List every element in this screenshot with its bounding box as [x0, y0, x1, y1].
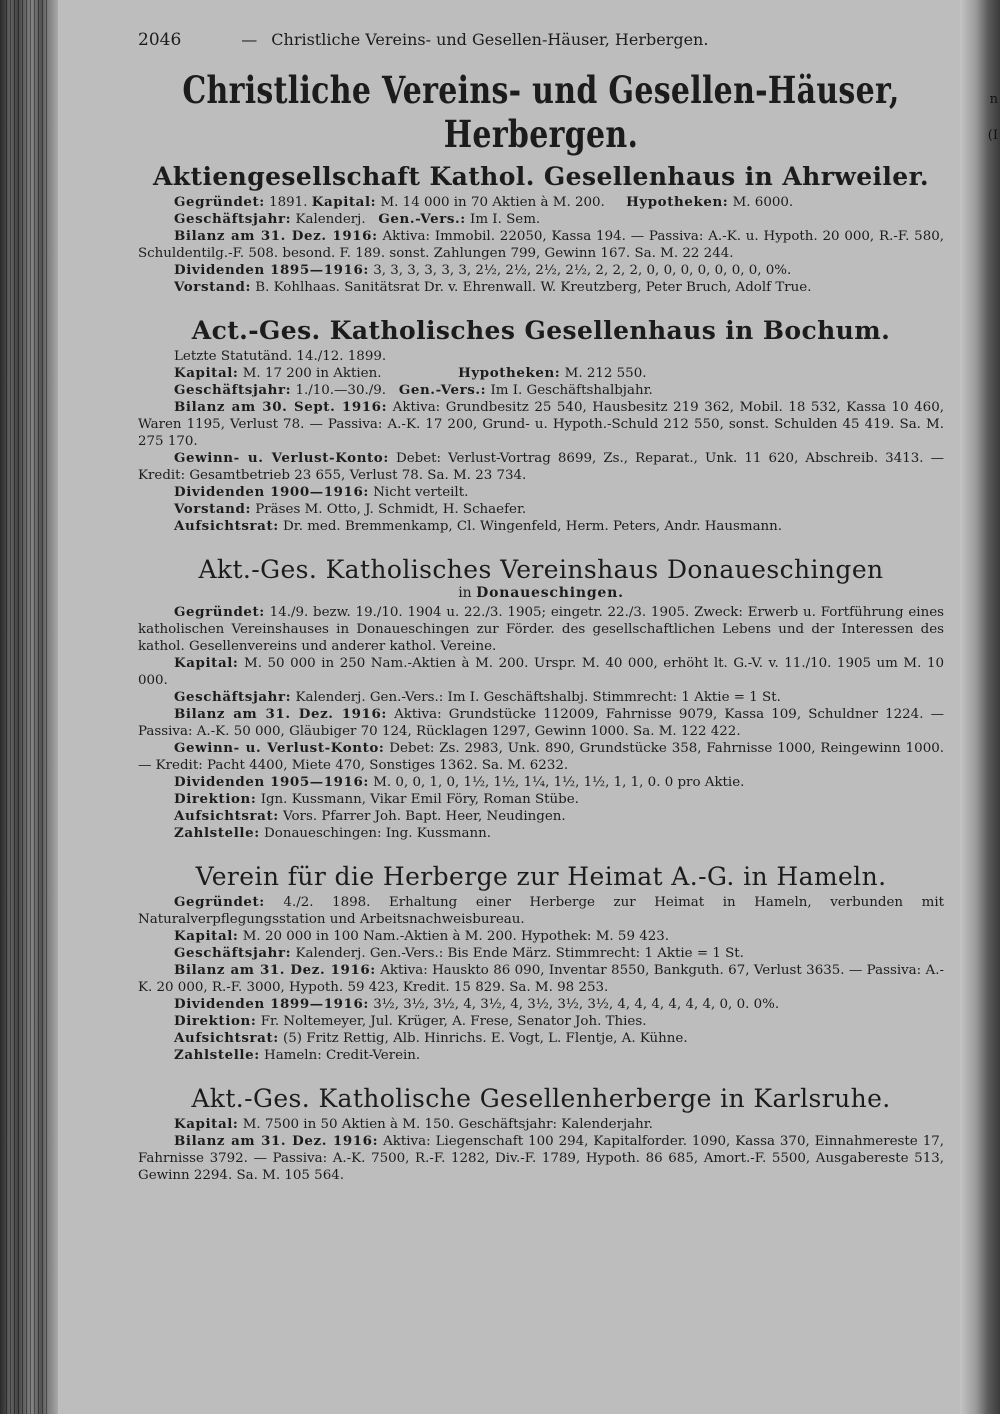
field-label: Geschäftsjahr:: [174, 211, 292, 227]
field-text: M. 50 000 in 250 Nam.-Aktien à M. 200. Urspr. M. 40 000, erhöht lt. G.-V. v. 11./10. 1905 um M. 10 000.: [138, 656, 944, 688]
spacer: [138, 535, 944, 549]
book-binding-edge: [0, 0, 58, 1414]
field-text: 3, 3, 3, 3, 3, 3, 2½, 2½, 2½, 2½, 2, 2, 2, 0, 0, 0, 0, 0, 0, 0, 0%.: [368, 263, 792, 278]
main-title: Christliche Vereins- und Gesellen-Häuser, Herbergen.: [182, 69, 900, 157]
field-text: B. Kohlhaas. Sanitätsrat Dr. v. Ehrenwall. W. Kreutzberg, Peter Bruch, Adolf True.: [251, 280, 812, 295]
field-text: M. 20 000 in 100 Nam.-Aktien à M. 200. Hypothek: M. 59 423.: [238, 929, 670, 944]
spacer: [138, 842, 944, 856]
section-title-karlsruhe: Akt.-Ges. Katholische Gesellenherberge in Karlsruhe.: [191, 1084, 891, 1113]
paragraph: [138, 450, 944, 484]
spacer: [138, 296, 944, 310]
paragraph: [138, 382, 944, 399]
field-label: Zahlstelle:: [174, 1047, 260, 1063]
paragraph: [138, 1133, 944, 1184]
section-title-hameln: Verein für die Herberge zur Heimat A.-G. in Hameln.: [195, 862, 887, 891]
margin-fragment: (I: [987, 128, 998, 143]
field-label: Vorstand:: [174, 279, 251, 295]
paragraph: Letzte Statutänd. 14./12. 1899.: [174, 349, 387, 364]
field-label: Aufsichtsrat:: [174, 808, 279, 824]
field-label: Gen.-Vers.:: [378, 211, 466, 227]
paragraph: [138, 825, 944, 842]
field-text: Im I. Geschäftshalbjahr.: [486, 383, 653, 398]
field-text: Kalenderj.: [291, 212, 366, 227]
paragraph: [138, 996, 944, 1013]
field-text: Aktiva: Immobil. 22050, Kassa 194. — Passiva: A.-K. u. Hypoth. 20 000, R.-F. 580, Schuldentilg.-F. 508. besond. F. 189. sonst. Zahlungen 799, Gewinn 167. Sa. M. 22 244.: [138, 229, 944, 261]
spacer: [138, 1064, 944, 1078]
paragraph: [138, 518, 944, 535]
field-text: Dr. med. Bremmenkamp, Cl. Wingenfeld, Herm. Peters, Andr. Hausmann.: [278, 519, 783, 534]
field-label: Gewinn- u. Verlust-Konto:: [174, 740, 385, 756]
paragraph: [138, 484, 944, 501]
field-text: M. 14 000 in 70 Aktien à M. 200.: [376, 195, 605, 210]
paragraph: [138, 228, 944, 262]
field-label: Zahlstelle:: [174, 825, 260, 841]
section-title-bochum: Act.-Ges. Katholisches Gesellenhaus in Bochum.: [191, 316, 891, 345]
subtitle-place: Donaueschingen.: [476, 585, 624, 601]
field-text: M. 212 550.: [560, 366, 647, 381]
section-subtitle: [138, 585, 944, 601]
paragraph: [138, 962, 944, 996]
field-label: Hypotheken:: [626, 194, 729, 210]
field-text: Debet: Zs. 2983, Unk. 890, Grundstücke 358, Fahrnisse 1000, Reingewinn 1000. — Kredit: Pacht 4400, Miete 470, Sonstiges 1362. Sa. M. 6232.: [138, 741, 944, 773]
field-text: Hameln: Credit-Verein.: [259, 1048, 421, 1063]
paragraph: [138, 945, 944, 962]
field-label: Kapital:: [174, 928, 239, 944]
field-label: Gewinn- u. Verlust-Konto:: [174, 450, 389, 466]
paragraph: [138, 706, 944, 740]
field-text: Aktiva: Grundbesitz 25 540, Hausbesitz 219 362, Mobil. 18 532, Kassa 10 460, Waren 1195, Verlust 78. — Passiva: A.-K. 17 200, Grund- u. Hypoth.-Schuld 212 550, sonst. Schulden 45 419. Sa. M. 275 170.: [138, 400, 944, 449]
field-label: Kapital:: [311, 194, 377, 210]
paragraph: [138, 501, 944, 518]
paragraph: [138, 399, 944, 450]
paragraph: [138, 774, 944, 791]
field-text: Aktiva: Liegenschaft 100 294, Kapitalforder. 1090, Kassa 370, Einnahmereste 17, Fahrnisse 3792. — Passiva: A.-K. 7500, R.-F. 1282, Div.-F. 1789, Hypoth. 86 685, Amort.-F. 5500, Ausgabereste 513, Gewinn 2294. Sa. M. 105 564.: [138, 1134, 944, 1183]
field-text: Im I. Sem.: [465, 212, 541, 227]
document-page: [138, 30, 944, 1184]
paragraph: [138, 1116, 944, 1133]
field-label: Kapital:: [174, 655, 239, 671]
field-text: (5) Fritz Rettig, Alb. Hinrichs. E. Vogt, L. Flentje, A. Kühne.: [278, 1031, 688, 1046]
field-label: Dividenden 1899—1916:: [174, 996, 369, 1012]
field-text: Vors. Pfarrer Joh. Bapt. Heer, Neudingen.: [278, 809, 566, 824]
field-label: Kapital:: [174, 1116, 239, 1132]
running-header: [138, 30, 944, 54]
field-label: Gen.-Vers.:: [398, 382, 487, 398]
field-text: M. 6000.: [728, 195, 794, 210]
paragraph: [138, 211, 944, 228]
field-label: Aufsichtsrat:: [174, 518, 279, 534]
paragraph: [138, 791, 944, 808]
paragraph: [138, 1030, 944, 1047]
field-text: Kalenderj. Gen.-Vers.: Bis Ende März. Stimmrecht: 1 Aktie = 1 St.: [291, 946, 744, 961]
field-label: Dividenden 1895—1916:: [174, 262, 369, 278]
paragraph: [138, 262, 944, 279]
field-text: Kalenderj. Gen.-Vers.: Im I. Geschäftshalbj. Stimmrecht: 1 Aktie = 1 St.: [291, 690, 781, 705]
field-label: Dividenden 1900—1916:: [174, 484, 369, 500]
field-text: Nicht verteilt.: [368, 485, 469, 500]
field-text: Fr. Noltemeyer, Jul. Krüger, A. Frese, Senator Joh. Thies.: [256, 1014, 647, 1029]
paragraph: [138, 194, 944, 211]
field-label: Geschäftsjahr:: [174, 689, 292, 705]
field-text: 1891.: [264, 195, 312, 210]
field-text: M. 17 200 in Aktien.: [238, 366, 382, 381]
header-dash: —: [241, 30, 258, 49]
running-title: Christliche Vereins- und Gesellen-Häuser, Herbergen.: [271, 30, 709, 49]
paragraph: [138, 655, 944, 689]
field-label: Gegründet:: [174, 194, 265, 210]
field-label: Kapital:: [174, 365, 239, 381]
field-text: Ign. Kussmann, Vikar Emil Föry, Roman Stübe.: [256, 792, 579, 807]
field-label: Hypotheken:: [458, 365, 561, 381]
field-text: Aktiva: Hauskto 86 090, Inventar 8550, Bankguth. 67, Verlust 3635. — Passiva: A.-K. 20 000, R.-F. 3000, Hypoth. 59 423, Kredit. 15 829. Sa. M. 98 253.: [138, 963, 944, 995]
paragraph: [138, 808, 944, 825]
field-label: Geschäftsjahr:: [174, 382, 292, 398]
field-label: Direktion:: [174, 791, 257, 807]
paragraph: [138, 365, 944, 382]
field-text: 4./2. 1898. Erhaltung einer Herberge zur Heimat in Hameln, verbunden mit Naturalverpflegungsstation und Arbeitsnachweisbureau.: [138, 895, 944, 927]
page-stack-lines: [6, 0, 50, 1414]
field-label: Bilanz am 31. Dez. 1916:: [174, 1133, 379, 1149]
paragraph: [138, 928, 944, 945]
subtitle-prefix: in: [458, 585, 477, 601]
field-label: Gegründet:: [174, 894, 265, 910]
field-label: Gegründet:: [174, 604, 265, 620]
paragraph: [138, 894, 944, 928]
field-label: Aufsichtsrat:: [174, 1030, 279, 1046]
section-title-donaueschingen: Akt.-Ges. Katholisches Vereinshaus Donaueschingen: [198, 555, 884, 584]
field-label: Direktion:: [174, 1013, 257, 1029]
field-text: Präses M. Otto, J. Schmidt, H. Schaefer.: [251, 502, 527, 517]
field-label: Bilanz am 31. Dez. 1916:: [174, 962, 376, 978]
field-text: 14./9. bezw. 19./10. 1904 u. 22./3. 1905; eingetr. 22./3. 1905. Zweck: Erwerb u. Fortführung eines katholischen Vereinshauses in Donaueschingen zur Förder. des gesellschaftlichen Lebens und der Interessen des kathol. Gesellenvereins und anderer kathol. Vereine.: [138, 605, 944, 654]
margin-fragment: n: [989, 92, 998, 107]
field-label: Bilanz am 31. Dez. 1916:: [174, 706, 387, 722]
page-number: 2046: [138, 30, 182, 50]
field-text: 1./10.—30./9.: [291, 383, 387, 398]
field-text: M. 7500 in 50 Aktien à M. 150. Geschäftsjahr: Kalenderjahr.: [238, 1117, 653, 1132]
field-label: Vorstand:: [174, 501, 251, 517]
paragraph: [138, 604, 944, 655]
field-label: Geschäftsjahr:: [174, 945, 292, 961]
paragraph: [138, 689, 944, 706]
field-label: Dividenden 1905—1916:: [174, 774, 369, 790]
paragraph: [138, 279, 944, 296]
next-page-edge: [960, 0, 1000, 1414]
field-label: Bilanz am 30. Sept. 1916:: [174, 399, 388, 415]
field-text: Donaueschingen: Ing. Kussmann.: [259, 826, 492, 841]
field-text: 3½, 3½, 3½, 4, 3½, 4, 3½, 3½, 3½, 4, 4, 4, 4, 4, 4, 0, 0. 0%.: [368, 997, 780, 1012]
paragraph: [138, 1013, 944, 1030]
section-title-ahrweiler: Aktiengesellschaft Kathol. Gesellenhaus in Ahrweiler.: [153, 162, 929, 191]
field-text: Aktiva: Grundstücke 112009, Fahrnisse 9079, Kassa 109, Schuldner 1224. — Passiva: A.-K. 50 000, Gläubiger 70 124, Rücklagen 1297, Gewinn 1000. Sa. M. 122 422.: [138, 707, 944, 739]
paragraph: [138, 1047, 944, 1064]
paragraph: [138, 740, 944, 774]
field-text: Debet: Verlust-Vortrag 8699, Zs., Reparat., Unk. 11 620, Abschreib. 3413. — Kredit: Gesamtbetrieb 23 655, Verlust 78. Sa. M. 23 734.: [138, 451, 944, 483]
field-label: Bilanz am 31. Dez. 1916:: [174, 228, 378, 244]
field-text: M. 0, 0, 1, 0, 1½, 1½, 1¼, 1½, 1½, 1, 1, 0. 0 pro Aktie.: [368, 775, 745, 790]
